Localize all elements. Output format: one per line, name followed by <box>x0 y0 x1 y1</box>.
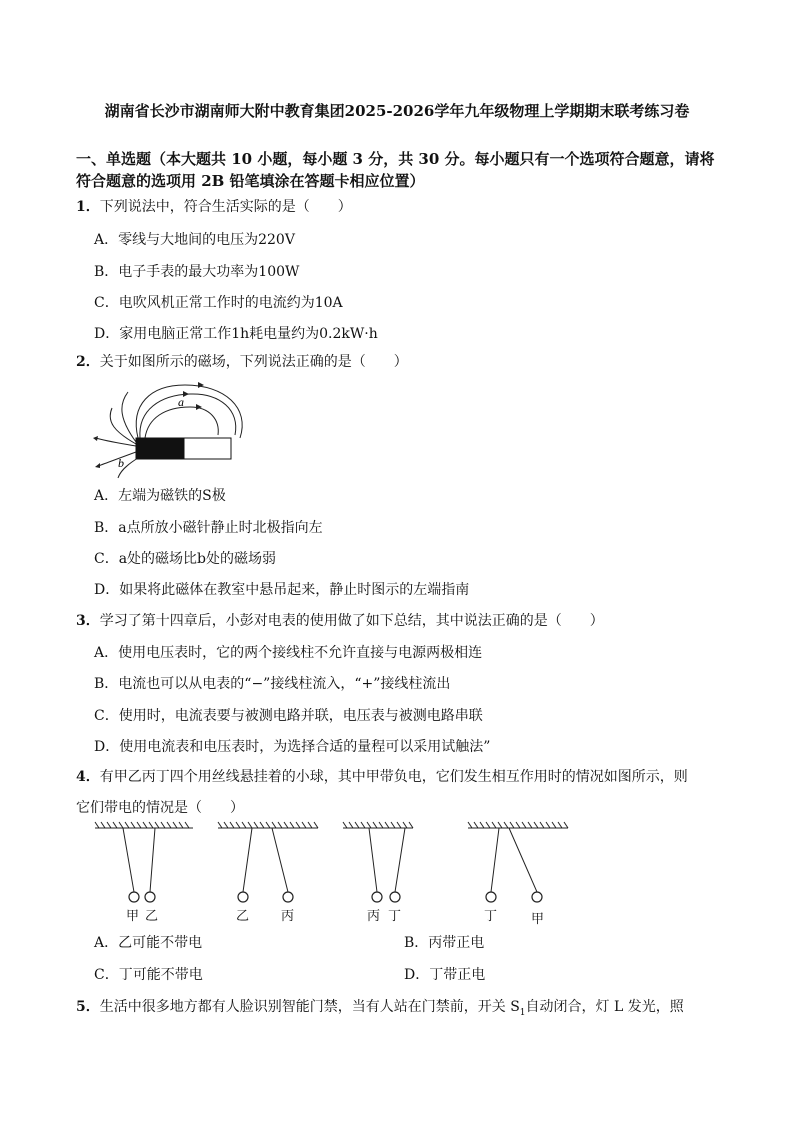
question-stem: 关于如图所示的磁场，下列说法正确的是（ ） <box>99 354 408 370</box>
ceiling-hatch <box>391 822 395 828</box>
q1-option-d: D．家用电脑正常工作1h耗电量约为0.2kW·h <box>94 326 378 342</box>
question-number: 1． <box>76 199 100 215</box>
ceiling-hatch <box>379 822 383 828</box>
ceiling-hatch <box>564 822 568 828</box>
q1-option-c: C．电吹风机正常工作时的电流约为10A <box>94 295 343 311</box>
ceiling-hatch <box>474 822 478 828</box>
ceiling-hatch <box>528 822 532 828</box>
field-line <box>98 452 136 466</box>
question-1 <box>76 196 352 218</box>
ceiling-hatch <box>155 822 159 828</box>
question-stem: 学习了第十四章后，小彭对电表的使用做了如下总结，其中说法正确的是（ ） <box>99 613 604 629</box>
question-stem-part2: 自动闭合，灯 L 发光，照 <box>525 999 684 1015</box>
ceiling-hatch <box>248 822 252 828</box>
ceiling-hatch <box>284 822 288 828</box>
ball <box>145 892 155 902</box>
q1-option-b: B．电子手表的最大功率为100W <box>94 264 300 280</box>
q4-option-c: C．丁可能不带电 <box>94 967 203 983</box>
ball-label-bing: 丙 <box>281 909 295 924</box>
ceiling-hatch <box>296 822 300 828</box>
ceiling-hatch <box>367 822 371 828</box>
question-3 <box>76 610 604 632</box>
ceiling-hatch <box>290 822 294 828</box>
ceiling-hatch <box>516 822 520 828</box>
ball-label-jia: 甲 <box>126 909 140 924</box>
ceiling-hatch <box>349 822 353 828</box>
ceiling-hatch <box>355 822 359 828</box>
ceiling-hatch <box>224 822 228 828</box>
ceiling-hatch <box>230 822 234 828</box>
field-line <box>145 407 218 438</box>
ceiling-hatch <box>468 822 472 828</box>
ball <box>283 892 293 902</box>
ceiling-hatch <box>101 822 105 828</box>
ceiling-hatch <box>137 822 141 828</box>
ceiling-hatch <box>343 822 347 828</box>
ball <box>129 892 139 902</box>
ceiling-hatch <box>236 822 240 828</box>
field-line <box>122 392 136 442</box>
ceiling-hatch <box>272 822 276 828</box>
question-5 <box>76 996 684 1024</box>
q4-option-a: A．乙可能不带电 <box>94 935 203 951</box>
q2-option-c: C．a处的磁场比b处的磁场弱 <box>94 551 277 567</box>
section-heading: 一、单选题（本大题共 10 小题，每小题 3 分，共 30 分。每小题只有一个选项符合题意，请将符合题意的选项用 2B 铅笔填涂在答题卡相应位置） <box>76 150 715 190</box>
figure-label-b: b <box>118 456 124 470</box>
ceiling-hatch <box>119 822 123 828</box>
question-2 <box>76 351 408 373</box>
ceiling-hatch <box>403 822 407 828</box>
ceiling-hatch <box>558 822 562 828</box>
ceiling-hatch <box>480 822 484 828</box>
q4-option-b: B．丙带正电 <box>404 935 485 951</box>
subscript: 1 <box>519 1007 526 1018</box>
ceiling-hatch <box>409 822 413 828</box>
ceiling-hatch <box>314 822 318 828</box>
ceiling-hatch <box>302 822 306 828</box>
question-4-line2: 它们带电的情况是（ ） <box>76 800 244 816</box>
ball <box>372 892 382 902</box>
ceiling-hatch <box>185 822 189 828</box>
question-4 <box>76 766 688 788</box>
ball-label-yi: 乙 <box>145 909 159 924</box>
ceiling-hatch <box>161 822 165 828</box>
ceiling-hatch <box>552 822 556 828</box>
figure-label-a: a <box>178 395 184 409</box>
ceiling-hatch <box>373 822 377 828</box>
ball <box>486 892 496 902</box>
question-number: 2． <box>76 354 100 370</box>
question-number: 4． <box>76 769 100 785</box>
ceiling-hatch <box>167 822 171 828</box>
ceiling-hatch <box>308 822 312 828</box>
ceiling-hatch <box>218 822 222 828</box>
ball <box>390 892 400 902</box>
ceiling-hatch <box>385 822 389 828</box>
ceiling-hatch <box>107 822 111 828</box>
ball <box>532 892 542 902</box>
ceiling-hatch <box>546 822 550 828</box>
ceiling-hatch <box>278 822 282 828</box>
magnet-black-half <box>136 438 184 459</box>
magnet-white-half <box>184 438 231 459</box>
ceiling-hatch <box>149 822 153 828</box>
ceiling-hatch <box>397 822 401 828</box>
ceiling-hatch <box>260 822 264 828</box>
ceiling-hatch <box>242 822 246 828</box>
ceiling-hatch <box>266 822 270 828</box>
q2-option-b: B．a点所放小磁针静止时北极指向左 <box>94 520 323 536</box>
ball-label-ding: 丁 <box>484 909 498 924</box>
ball <box>238 892 248 902</box>
ceiling-hatch <box>143 822 147 828</box>
ceiling-hatch <box>498 822 502 828</box>
ceiling-hatch <box>173 822 177 828</box>
ceiling-hatch <box>361 822 365 828</box>
q3-option-c: C．使用时，电流表要与被测电路并联，电压表与被测电路串联 <box>94 708 483 724</box>
ball-label-yi: 乙 <box>236 909 250 924</box>
ceiling-hatch <box>492 822 496 828</box>
ceiling-hatch <box>540 822 544 828</box>
q2-option-d: D．如果将此磁体在教室中悬吊起来，静止时图示的左端指南 <box>94 582 470 598</box>
question-stem-part1: 生活中很多地方都有人脸识别智能门禁，当有人站在门禁前，开关 S <box>99 999 520 1015</box>
ceiling-hatch <box>534 822 538 828</box>
hanging-balls-figure <box>90 822 610 932</box>
field-line <box>136 385 242 438</box>
ceiling-hatch <box>113 822 117 828</box>
ceiling-hatch <box>486 822 490 828</box>
ceiling-hatch <box>522 822 526 828</box>
exam-title: 湖南省长沙市湖南师大附中教育集团2025-2026学年九年级物理上学期期末联考练习卷 <box>104 102 690 120</box>
q3-option-a: A．使用电压表时，它的两个接线柱不允许直接与电源两极相连 <box>94 645 483 661</box>
ceiling-hatch <box>254 822 258 828</box>
ceiling-hatch <box>510 822 514 828</box>
question-stem: 下列说法中，符合生活实际的是（ ） <box>99 199 352 215</box>
ceiling-hatch <box>504 822 508 828</box>
q3-option-b: B．电流也可以从电表的“−”接线柱流入，“+”接线柱流出 <box>94 676 451 692</box>
question-stem: 有甲乙丙丁四个用丝线悬挂着的小球，其中甲带负电，它们发生相互作用时的情况如图所示，则 <box>99 769 688 785</box>
ball-label-ding: 丁 <box>388 909 402 924</box>
ceiling-hatch <box>131 822 135 828</box>
question-number: 5． <box>76 999 100 1015</box>
ceiling-hatch <box>179 822 183 828</box>
field-line <box>96 438 136 446</box>
question-number: 3． <box>76 613 100 629</box>
magnet-field-figure <box>90 380 250 480</box>
ball-label-jia: 甲 <box>531 912 545 927</box>
ceiling-hatch <box>125 822 129 828</box>
q3-option-d: D．使用电流表和电压表时，为选择合适的量程可以采用试触法” <box>94 739 491 755</box>
field-line <box>110 408 136 444</box>
ball-label-bing: 丙 <box>367 909 381 924</box>
q1-option-a: A．零线与大地间的电压为220V <box>94 232 295 248</box>
q2-option-a: A．左端为磁铁的S极 <box>94 488 226 504</box>
q4-option-d: D．丁带正电 <box>404 967 486 983</box>
field-line <box>140 394 236 438</box>
ceiling-hatch <box>95 822 99 828</box>
